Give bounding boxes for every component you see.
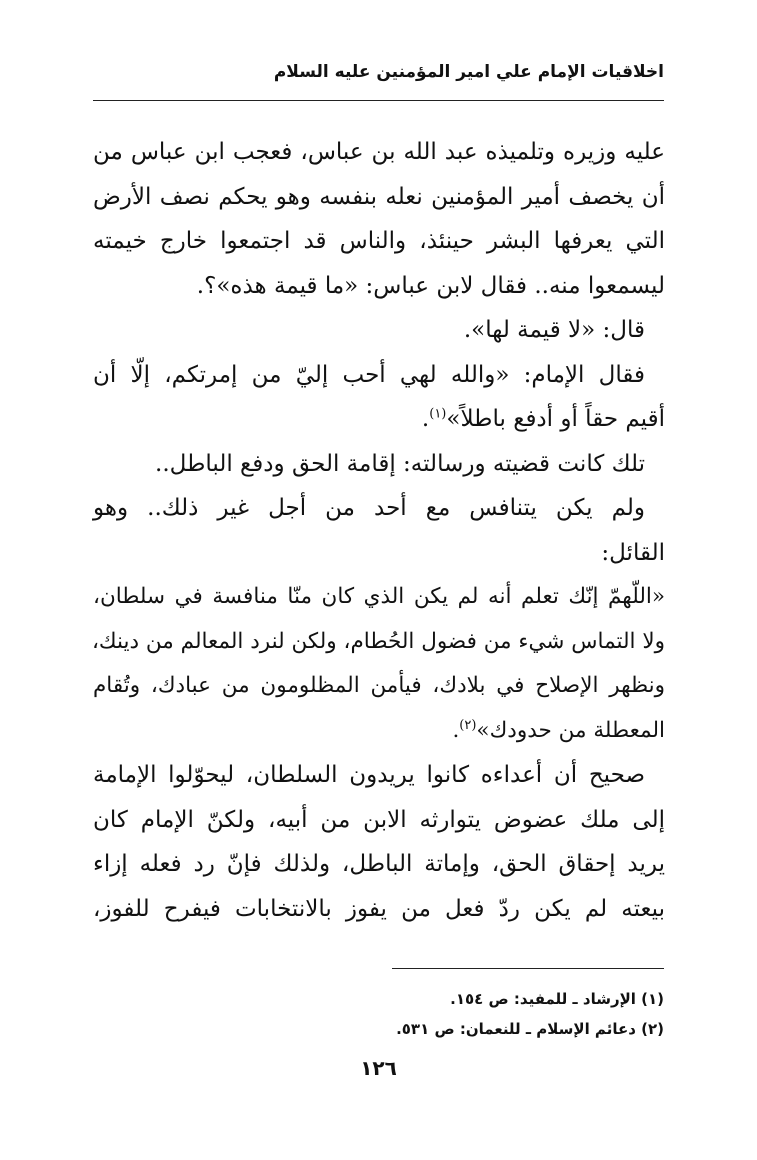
text-segment: أقيم حقاً أو أدفع باطلاً»	[446, 406, 665, 432]
footnote-rule	[392, 968, 664, 969]
paragraph	[93, 353, 665, 442]
footnotes	[92, 984, 664, 1044]
footnote: (١) الإرشاد ـ للمفيد: ص ١٥٤.	[450, 990, 664, 1008]
text-line	[93, 397, 665, 442]
paragraph	[93, 308, 665, 353]
text-line: قال: «لا قيمة لها».	[463, 317, 645, 343]
paragraph	[93, 753, 665, 931]
text-line: ولا التماس شيء من فضول الحُطام، ولكن لنرد المعالم من دينك،	[91, 628, 665, 654]
text-line: بيعته لم يكن ردّ فعل من يفوز بالانتخابات فيفرح للفوز،	[93, 895, 665, 922]
quotation	[93, 575, 665, 753]
footnote-ref: (٢)	[459, 717, 477, 733]
text-segment: .	[452, 717, 460, 743]
paragraph	[93, 130, 665, 308]
text-line: أن يخصف أمير المؤمنين نعله بنفسه وهو يحكم نصف الأرض	[93, 183, 665, 210]
text-segment: .	[421, 406, 430, 432]
text-segment: المعطلة من حدودك»	[476, 717, 665, 743]
paragraph	[93, 486, 665, 575]
text-line: ليسمعوا منه.. فقال لابن عباس: «ما قيمة هذه»؟.	[196, 272, 665, 299]
text-line: تلك كانت قضيته ورسالته: إقامة الحق ودفع الباطل..	[155, 450, 645, 477]
text-line: ونظهر الإصلاح في بلادك، فيأمن المظلومون من عبادك، وتُقام	[93, 673, 665, 698]
text-line: يريد إحقاق الحق، وإماتة الباطل، ولذلك فإنّ رد فعله إزاء	[93, 851, 665, 877]
footnote-ref: (١)	[429, 406, 447, 422]
footnote: (٢) دعائم الإسلام ـ للنعمان: ص ٥٣١.	[396, 1020, 664, 1038]
text-line	[93, 709, 665, 754]
text-line: ولم يكن يتنافس مع أحد من أجل غير ذلك.. وهو	[93, 495, 645, 521]
body-text	[93, 130, 665, 931]
text-line: إلى ملك عضوض يتوارثه الابن من أبيه، ولكنّ الإمام كان	[93, 806, 665, 833]
running-header: اخلاقيات الإمام علي امير المؤمنين عليه السلام	[273, 62, 664, 82]
page-number: ١٢٦	[360, 1056, 397, 1080]
text-line: القائل:	[601, 539, 665, 566]
text-line: صحيح أن أعداءه كانوا يريدون السلطان، ليحوّلوا الإمامة	[93, 762, 645, 788]
text-line: «اللّهمّ إنّك تعلم أنه لم يكن الذي كان منّا منافسة في سلطان،	[93, 584, 665, 609]
header-rule	[93, 100, 664, 101]
text-line: التي يعرفها البشر حينئذ، والناس قد اجتمعوا خارج خيمته	[93, 228, 665, 254]
text-line: عليه وزيره وتلميذه عبد الله بن عباس، فعجب ابن عباس من	[93, 139, 665, 165]
text-line: فقال الإمام: «والله لهي أحب إليّ من إمرتكم، إلّا أن	[93, 361, 645, 388]
paragraph	[93, 442, 665, 487]
